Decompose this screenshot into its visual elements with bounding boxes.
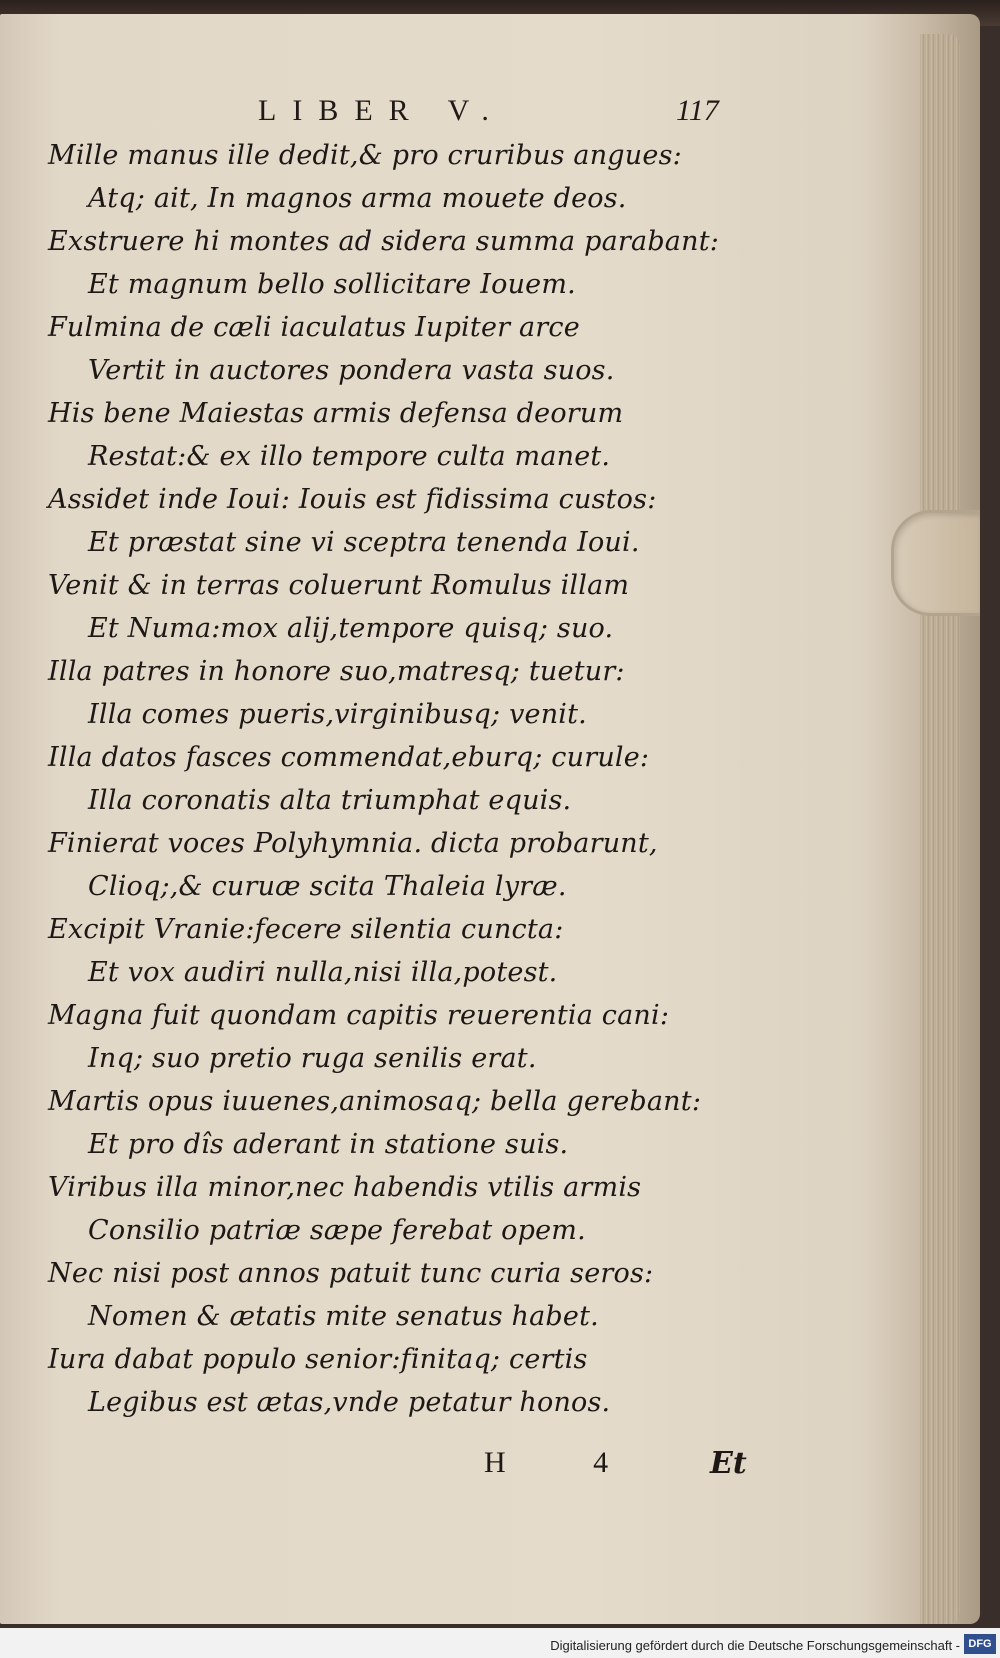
verse-line: Fulmina de cæli iaculatus Iupiter arce	[48, 312, 580, 343]
verse-line: Atq; ait, In magnos arma mouete deos.	[88, 183, 627, 214]
book-page	[0, 14, 980, 1624]
page-number: 117	[676, 94, 719, 127]
verse-line: Et præstat sine vi sceptra tenenda Ioui.	[88, 527, 640, 558]
catchword: Et	[710, 1446, 747, 1481]
verse-line: Illa datos fasces commendat,eburq; curule:	[48, 742, 650, 773]
verse-line: Viribus illa minor,nec habendis vtilis armis	[48, 1172, 642, 1203]
verse-line: Mille manus ille dedit,& pro cruribus angues:	[48, 140, 682, 171]
attribution-text: Digitalisierung gefördert durch die Deutsche Forschungsgemeinschaft -	[550, 1638, 960, 1653]
verse-line: Venit & in terras coluerunt Romulus illam	[48, 570, 630, 601]
running-title: LIBER V.	[258, 94, 505, 127]
verse-line: Legibus est ætas,vnde petatur honos.	[88, 1387, 611, 1418]
verse-line: Et vox audiri nulla,nisi illa,potest.	[88, 957, 558, 988]
verse-line: Nec nisi post annos patuit tunc curia seros:	[48, 1258, 654, 1289]
verse-line: Assidet inde Ioui: Iouis est fidissima custos:	[48, 484, 657, 515]
signature-mark: H 4	[484, 1446, 649, 1479]
verse-line: Vertit in auctores pondera vasta suos.	[88, 355, 615, 386]
verse-line: Et Numa:mox alij,tempore quisq; suo.	[88, 613, 614, 644]
verse-line: Finierat voces Polyhymnia. dicta probarunt,	[48, 828, 658, 859]
verse-line: Et pro dîs aderant in statione suis.	[88, 1129, 569, 1160]
verse-line: Illa coronatis alta triumphat equis.	[88, 785, 572, 816]
verse-line: Illa patres in honore suo,matresq; tuetur:	[48, 656, 625, 687]
verse-line: Nomen & ætatis mite senatus habet.	[88, 1301, 599, 1332]
verse-line: Magna fuit quondam capitis reuerentia cani:	[48, 1000, 670, 1031]
verse-line: Martis opus iuuenes,animosaq; bella gerebant:	[48, 1086, 702, 1117]
verse-line: His bene Maiestas armis defensa deorum	[48, 398, 624, 429]
verse-line: Consilio patriæ sæpe ferebat opem.	[88, 1215, 586, 1246]
verse-line: Et magnum bello sollicitare Iouem.	[88, 269, 576, 300]
verse-line: Exstruere hi montes ad sidera summa parabant:	[48, 226, 720, 257]
verse-line: Clioq;,& curuæ scita Thaleia lyræ.	[88, 871, 567, 902]
verse-line: Illa comes pueris,virginibusq; venit.	[88, 699, 587, 730]
dfg-logo-icon: DFG	[964, 1634, 996, 1654]
page-text	[0, 14, 940, 1624]
verse-line: Inq; suo pretio ruga senilis erat.	[88, 1043, 537, 1074]
attribution-bar	[0, 1628, 1000, 1658]
verse-line: Excipit Vranie:fecere silentia cuncta:	[48, 914, 564, 945]
verse-line: Restat:& ex illo tempore culta manet.	[88, 441, 611, 472]
verse-line: Iura dabat populo senior:finitaq; certis	[48, 1344, 588, 1375]
